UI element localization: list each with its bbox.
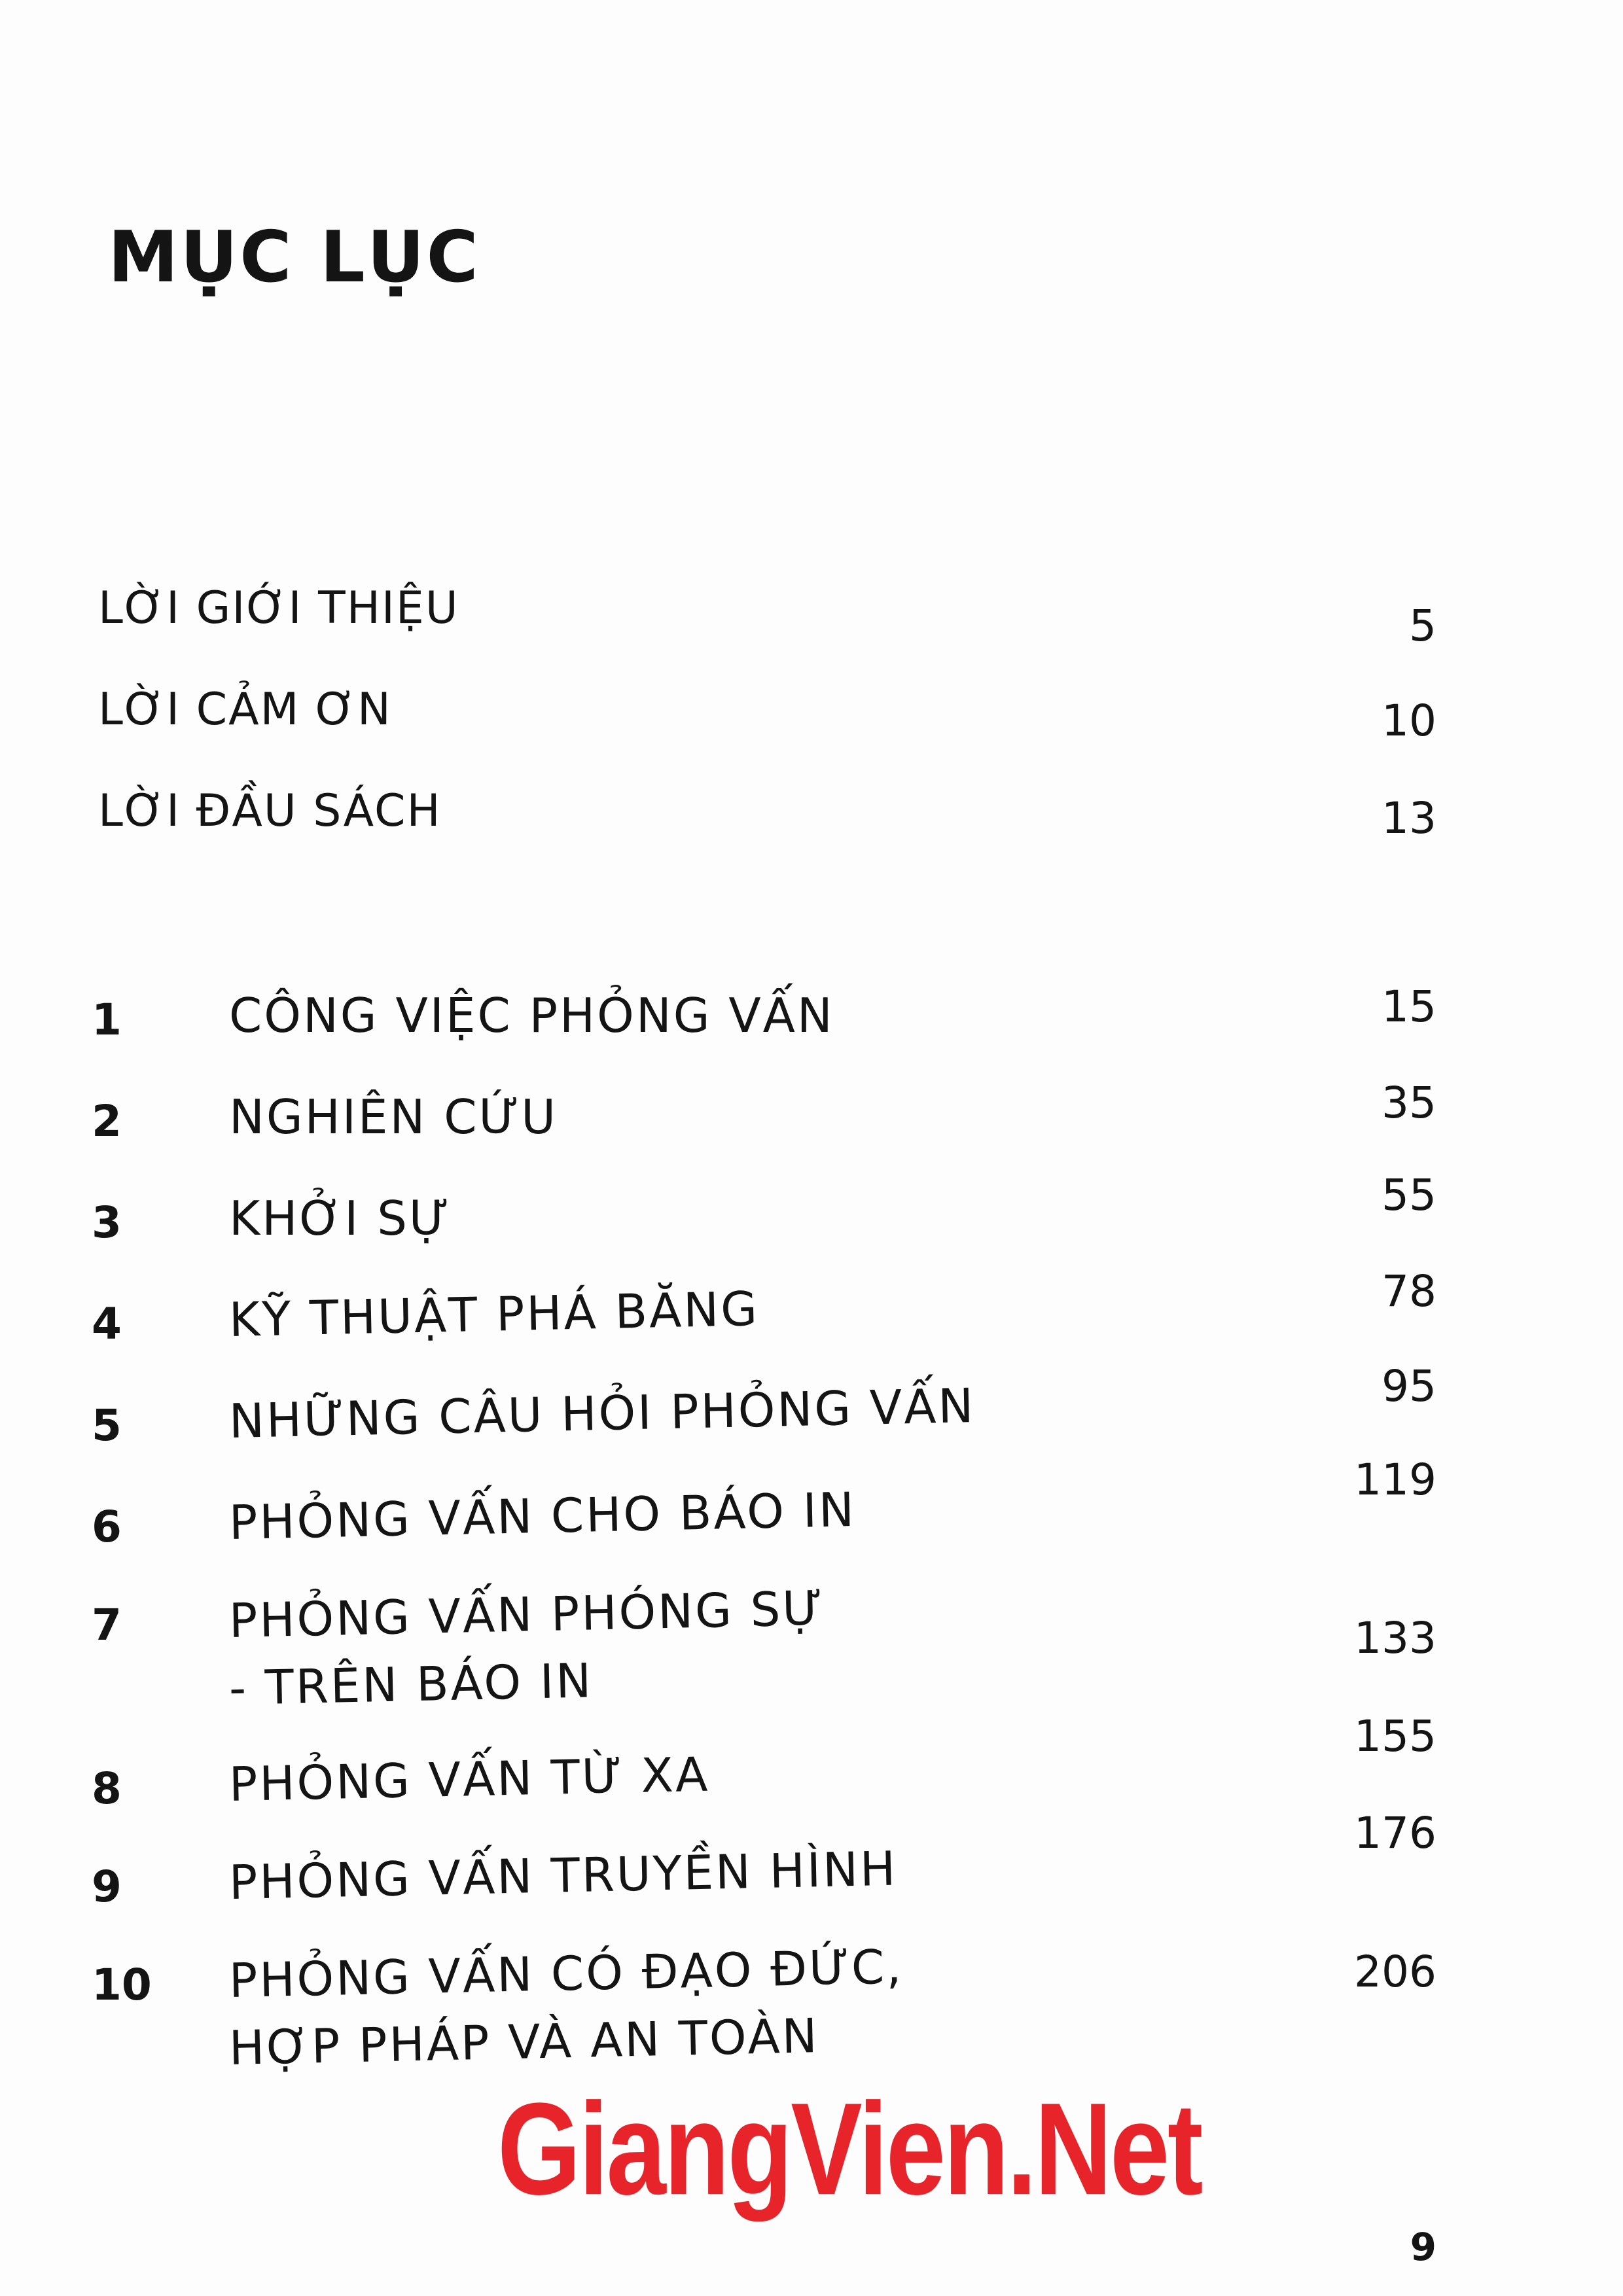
chapter-title: NHỮNG CÂU HỎI PHỎNG VẤN bbox=[228, 1378, 976, 1449]
chapter-title-line2: HỢP PHÁP VÀ AN TOÀN bbox=[228, 2008, 820, 2075]
toc-entry-page: 10 bbox=[1382, 696, 1436, 746]
chapter-page: 15 bbox=[1382, 981, 1436, 1032]
chapter-title: KHỞI SỰ bbox=[229, 1191, 452, 1246]
chapter-page: 176 bbox=[1354, 1808, 1436, 1858]
toc-entry-label: LỜI GIỚI THIỆU bbox=[98, 582, 459, 634]
chapter-page: 78 bbox=[1382, 1266, 1436, 1316]
chapter-page: 206 bbox=[1354, 1947, 1436, 1997]
chapter-page: 119 bbox=[1354, 1455, 1436, 1505]
chapter-page: 155 bbox=[1354, 1711, 1436, 1761]
watermark-logo: GiangVien.Net bbox=[497, 2076, 1202, 2222]
chapter-title: KỸ THUẬT PHÁ BĂNG bbox=[228, 1281, 760, 1347]
chapter-number: 3 bbox=[92, 1197, 122, 1248]
toc-entry-page: 5 bbox=[1409, 601, 1436, 651]
chapter-title: PHỎNG VẤN TRUYỀN HÌNH bbox=[228, 1841, 898, 1910]
chapter-page: 55 bbox=[1382, 1170, 1436, 1220]
chapter-number: 7 bbox=[92, 1600, 122, 1650]
chapter-number: 8 bbox=[92, 1763, 122, 1814]
chapter-title-line2: - TRÊN BÁO IN bbox=[228, 1653, 594, 1716]
toc-entry-label: LỜI ĐẦU SÁCH bbox=[98, 785, 442, 837]
chapter-number: 4 bbox=[92, 1299, 122, 1349]
chapter-title: PHỎNG VẤN PHÓNG SỰ bbox=[228, 1580, 825, 1648]
chapter-number: 1 bbox=[92, 995, 122, 1045]
page-title: MỤC LỤC bbox=[108, 217, 480, 298]
chapter-title: PHỎNG VẤN CHO BÁO IN bbox=[228, 1481, 857, 1550]
chapter-page: 133 bbox=[1354, 1613, 1436, 1663]
chapter-title: PHỎNG VẤN TỪ XA bbox=[228, 1746, 710, 1812]
chapter-title: NGHIÊN CỨU bbox=[229, 1089, 558, 1144]
chapter-number: 2 bbox=[92, 1096, 122, 1146]
chapter-title: PHỎNG VẤN CÓ ĐẠO ĐỨC, bbox=[228, 1939, 904, 2008]
toc-entry-page: 13 bbox=[1382, 793, 1436, 843]
page-number: 9 bbox=[1410, 2225, 1436, 2269]
chapter-number: 9 bbox=[92, 1862, 122, 1912]
chapter-number: 10 bbox=[92, 1960, 152, 2010]
chapter-title: CÔNG VIỆC PHỎNG VẤN bbox=[229, 988, 834, 1043]
chapter-page: 35 bbox=[1382, 1078, 1436, 1128]
chapter-number: 5 bbox=[92, 1400, 122, 1451]
chapter-page: 95 bbox=[1382, 1361, 1436, 1411]
toc-entry-label: LỜI CẢM ƠN bbox=[98, 684, 392, 735]
chapter-number: 6 bbox=[92, 1502, 122, 1552]
